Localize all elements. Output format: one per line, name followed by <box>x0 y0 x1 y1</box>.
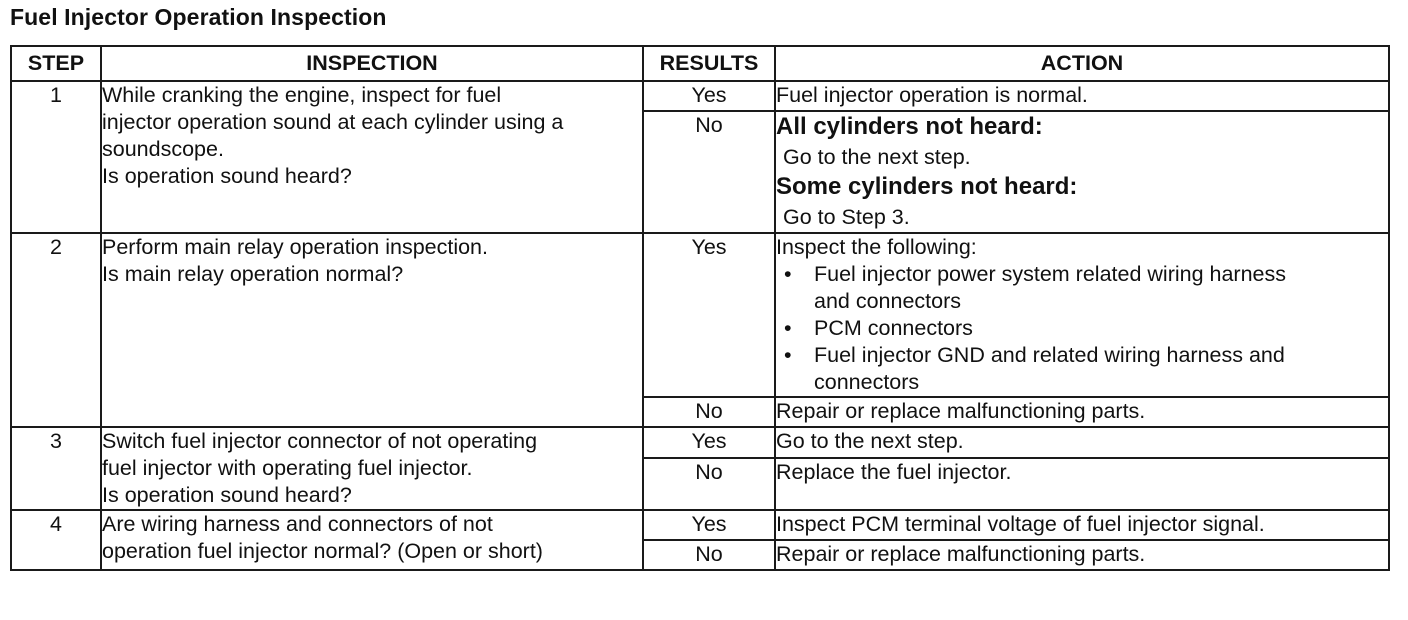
inspection-line: soundscope. <box>102 137 224 161</box>
action-heading: All cylinders not heard: <box>776 113 1043 140</box>
action-no: Replace the fuel injector. <box>775 458 1389 510</box>
inspection-line: injector operation sound at each cylinder using a <box>102 110 564 134</box>
bullet-icon: • <box>784 262 792 286</box>
inspection-cell <box>101 233 643 427</box>
step-number: 2 <box>11 233 101 427</box>
inspection-cell <box>101 510 643 570</box>
inspection-line: operation fuel injector normal? (Open or short) <box>102 539 543 563</box>
bullet-icon: • <box>784 316 792 340</box>
action-no: Repair or replace malfunctioning parts. <box>775 540 1389 570</box>
list-item <box>776 315 1388 342</box>
inspection-line: Are wiring harness and connectors of not <box>102 512 493 536</box>
action-yes: Fuel injector operation is normal. <box>775 81 1389 111</box>
inspection-line: Is operation sound heard? <box>102 483 352 507</box>
action-heading: Some cylinders not heard: <box>776 173 1078 200</box>
result-yes: Yes <box>643 510 775 540</box>
action-yes: Go to the next step. <box>775 427 1389 458</box>
result-no: No <box>643 397 775 427</box>
action-intro: Inspect the following: <box>776 235 977 259</box>
action-yes: Inspect PCM terminal voltage of fuel injector signal. <box>775 510 1389 540</box>
result-yes: Yes <box>643 233 775 397</box>
table-row <box>11 427 1389 458</box>
result-no: No <box>643 111 775 233</box>
inspection-line: Is main relay operation normal? <box>102 262 404 286</box>
list-item-line: and connectors <box>814 289 962 313</box>
list-item-line: Fuel injector power system related wiring harness <box>814 262 1287 286</box>
bullet-icon: • <box>784 343 792 367</box>
inspection-cell <box>101 427 643 510</box>
table-row <box>11 510 1389 540</box>
action-no <box>775 111 1389 233</box>
header-action: ACTION <box>775 46 1389 81</box>
list-item <box>776 261 1388 315</box>
inspection-cell <box>101 81 643 233</box>
header-step: STEP <box>11 46 101 81</box>
table-row <box>11 233 1389 397</box>
inspection-line: While cranking the engine, inspect for fuel <box>102 83 502 107</box>
inspection-table <box>10 45 1390 571</box>
action-bullet-list <box>776 261 1388 396</box>
table-header-row <box>11 46 1389 81</box>
step-number: 1 <box>11 81 101 233</box>
table-row <box>11 81 1389 111</box>
inspection-line: fuel injector with operating fuel injector. <box>102 456 473 480</box>
page-title: Fuel Injector Operation Inspection <box>10 4 387 30</box>
step-number: 3 <box>11 427 101 510</box>
list-item-line: Fuel injector GND and related wiring harness and <box>814 343 1285 367</box>
action-text: Go to the next step. <box>783 145 971 169</box>
header-results: RESULTS <box>643 46 775 81</box>
action-text: Go to Step 3. <box>783 205 910 229</box>
list-item-line: PCM connectors <box>814 316 973 340</box>
action-no: Repair or replace malfunctioning parts. <box>775 397 1389 427</box>
list-item <box>776 342 1388 396</box>
header-inspection: INSPECTION <box>101 46 643 81</box>
step-number: 4 <box>11 510 101 570</box>
result-no: No <box>643 458 775 510</box>
result-yes: Yes <box>643 81 775 111</box>
result-no: No <box>643 540 775 570</box>
inspection-line: Switch fuel injector connector of not operating <box>102 429 538 453</box>
list-item-line: connectors <box>814 370 920 394</box>
inspection-line: Perform main relay operation inspection. <box>102 235 488 259</box>
inspection-line: Is operation sound heard? <box>102 164 352 188</box>
result-yes: Yes <box>643 427 775 458</box>
action-yes <box>775 233 1389 397</box>
